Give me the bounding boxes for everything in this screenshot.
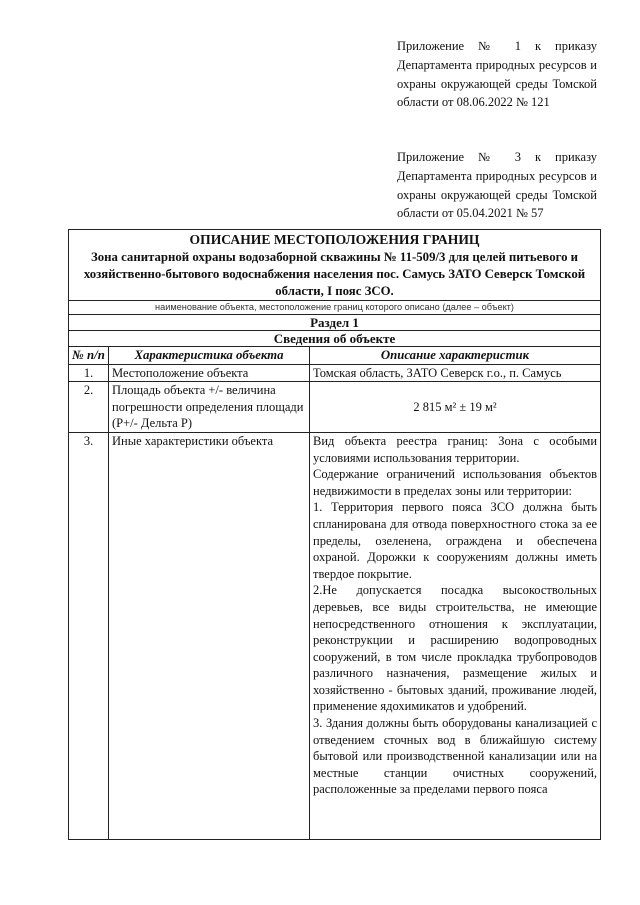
row-description-area: 2 815 м² ± 19 м²	[310, 382, 601, 433]
document-title: ОПИСАНИЕ МЕСТОПОЛОЖЕНИЯ ГРАНИЦ	[189, 232, 480, 247]
row-description: Томская область, ЗАТО Северск г.о., п. Самусь	[310, 364, 601, 382]
column-header-characteristic: Характеристика объекта	[109, 347, 310, 365]
document-subtitle: Зона санитарной охраны водозаборной скважины № 11-509/3 для целей питьевого и хозяйственно-бытового водоснабжения населения пос. Самусь ЗАТО Северск Томской области, I пояс ЗСО.	[83, 250, 586, 298]
caption-row	[69, 301, 601, 315]
description-paragraph: Вид объекта реестра границ: Зона с особыми условиями использования территории.	[313, 433, 598, 465]
column-header-row	[69, 347, 601, 365]
row-characteristic: Местоположение объекта	[109, 364, 310, 382]
object-caption: наименование объекта, местоположение границ которого описано (далее – объект)	[69, 301, 601, 315]
table-row	[69, 364, 601, 382]
row-characteristic: Иные характеристики объекта	[109, 432, 310, 839]
row-number: 3.	[69, 432, 109, 839]
section-row	[69, 315, 601, 331]
section-title-row	[69, 331, 601, 347]
object-description-table	[68, 229, 601, 840]
section-title: Сведения об объекте	[69, 331, 601, 347]
title-row	[69, 230, 601, 301]
appendix-note-2: Приложение № 3 к приказу Департамента природных ресурсов и охраны окружающей среды Томской области от 05.04.2021 № 57	[397, 150, 597, 221]
description-paragraph: Содержание ограничений использования объектов недвижимости в пределах зоны или территории:	[313, 467, 598, 498]
row-description-other	[310, 432, 601, 839]
description-paragraph: 3. Здания должны быть оборудованы канализацией с отведением сточных вод в ближайшую систему бытовой или производственной канализации или на местные станции очистных сооружений, расположенные за пределами первого пояса	[313, 716, 598, 797]
section-label: Раздел 1	[69, 315, 601, 331]
row-characteristic: Площадь объекта +/- величина погрешности определения площади (Р+/- Дельта Р)	[109, 382, 310, 433]
column-header-num: № п/п	[69, 347, 109, 365]
appendix-note-1: Приложение № 1 к приказу Департамента природных ресурсов и охраны окружающей среды Томской области от 08.06.2022 № 121	[397, 39, 597, 110]
table-row	[69, 382, 601, 433]
row-number: 1.	[69, 364, 109, 382]
document-title-block	[69, 230, 601, 301]
description-paragraph: 1. Территория первого пояса ЗСО должна быть спланирована для отвода поверхностного стока за ее пределы, озеленена, ограждена и обеспечена охраной. Дорожки к сооружениям должны иметь твердое покрытие.	[313, 500, 598, 581]
description-paragraph: 2.Не допускается посадка высокоствольных деревьев, все виды строительства, не имеющие непосредственного отношения к эксплуатации, реконструкции и расширению водопроводных сооружений, в том числе прокладка трубопроводов различного назначения, размещение жилых и хозяйственно - бытовых зданий, проживание людей, применение ядохимикатов и удобрений.	[313, 583, 598, 714]
column-header-description: Описание характеристик	[310, 347, 601, 365]
row-number: 2.	[69, 382, 109, 433]
table-row	[69, 432, 601, 839]
